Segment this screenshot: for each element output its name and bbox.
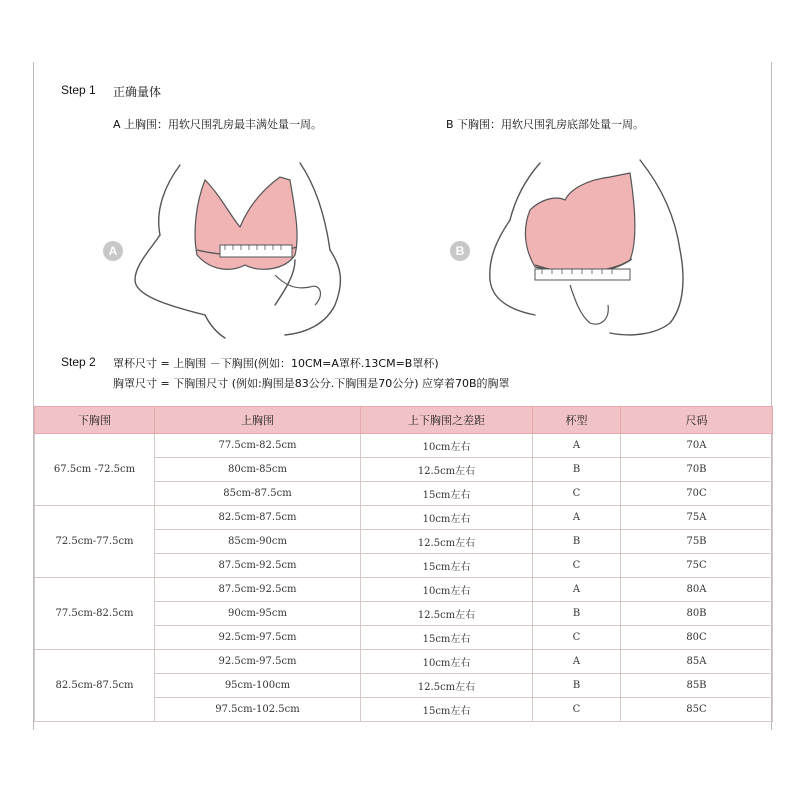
difference-cell: 10cm左右 [361,434,533,458]
upper-bust-cell: 95cm-100cm [155,674,361,698]
cup-cell: C [533,698,621,722]
difference-cell: 15cm左右 [361,626,533,650]
upper-bust-cell: 87.5cm-92.5cm [155,578,361,602]
table-row [35,434,773,458]
cup-cell: B [533,602,621,626]
difference-cell: 12.5cm左右 [361,674,533,698]
cup-cell: B [533,458,621,482]
difference-cell: 10cm左右 [361,506,533,530]
step1-title: 正确量体 [113,85,162,99]
size-cell: 70A [621,434,773,458]
upper-bust-cell: 77.5cm-82.5cm [155,434,361,458]
difference-cell: 10cm左右 [361,650,533,674]
size-cell: 70C [621,482,773,506]
size-cell: 80A [621,578,773,602]
cup-cell: C [533,482,621,506]
difference-cell: 15cm左右 [361,482,533,506]
caption-b: B 下胸围：用软尺围乳房底部处量一周。 [446,118,645,131]
caption-a: A 上胸围：用软尺围乳房最丰满处量一周。 [113,118,323,131]
bra-shape-b [525,173,635,272]
upper-bust-cell: 80cm-85cm [155,458,361,482]
upper-bust-cell: 85cm-87.5cm [155,482,361,506]
upper-bust-cell: 90cm-95cm [155,602,361,626]
difference-cell: 12.5cm左右 [361,602,533,626]
size-cell: 75B [621,530,773,554]
difference-cell: 12.5cm左右 [361,458,533,482]
table-row [35,506,773,530]
difference-cell: 15cm左右 [361,554,533,578]
difference-cell: 15cm左右 [361,698,533,722]
size-chart-table [34,406,773,722]
upper-bust-cell: 87.5cm-92.5cm [155,554,361,578]
illustration-under-bust [480,155,690,340]
header-cup: 杯型 [533,407,621,434]
size-cell: 85A [621,650,773,674]
cup-cell: A [533,434,621,458]
step2-line1: 罩杯尺寸 = 上胸围 －下胸围(例如：10CM=A罩杯.13CM=B罩杯) [113,357,439,370]
cup-cell: C [533,554,621,578]
under-bust-cell: 72.5cm-77.5cm [35,506,155,578]
under-bust-cell: 77.5cm-82.5cm [35,578,155,650]
table-header-row [35,407,773,434]
cup-cell: B [533,674,621,698]
cup-cell: C [533,626,621,650]
tape-measure-b [535,269,630,280]
header-difference: 上下胸围之差距 [361,407,533,434]
cup-cell: A [533,506,621,530]
cup-cell: A [533,578,621,602]
step1-label: Step 1 [61,83,96,97]
size-cell: 85B [621,674,773,698]
under-bust-cell: 67.5cm -72.5cm [35,434,155,506]
header-upper-bust: 上胸围 [155,407,361,434]
step2-label: Step 2 [61,355,96,369]
table-row [35,650,773,674]
under-bust-cell: 82.5cm-87.5cm [35,650,155,722]
badge-a: A [103,241,123,261]
difference-cell: 12.5cm左右 [361,530,533,554]
badge-b: B [450,241,470,261]
upper-bust-cell: 92.5cm-97.5cm [155,626,361,650]
difference-cell: 10cm左右 [361,578,533,602]
size-cell: 75A [621,506,773,530]
illustration-upper-bust [125,155,355,340]
size-cell: 80C [621,626,773,650]
cup-cell: A [533,650,621,674]
upper-bust-cell: 92.5cm-97.5cm [155,650,361,674]
size-cell: 70B [621,458,773,482]
step2-line2: 胸罩尺寸 = 下胸围尺寸 (例如:胸围是83公分.下胸围是70公分) 应穿着70B的胸罩 [113,377,510,390]
upper-bust-cell: 82.5cm-87.5cm [155,506,361,530]
cup-cell: B [533,530,621,554]
size-cell: 85C [621,698,773,722]
header-under-bust: 下胸围 [35,407,155,434]
size-cell: 80B [621,602,773,626]
header-size: 尺码 [621,407,773,434]
upper-bust-cell: 85cm-90cm [155,530,361,554]
table-row [35,578,773,602]
size-cell: 75C [621,554,773,578]
upper-bust-cell: 97.5cm-102.5cm [155,698,361,722]
